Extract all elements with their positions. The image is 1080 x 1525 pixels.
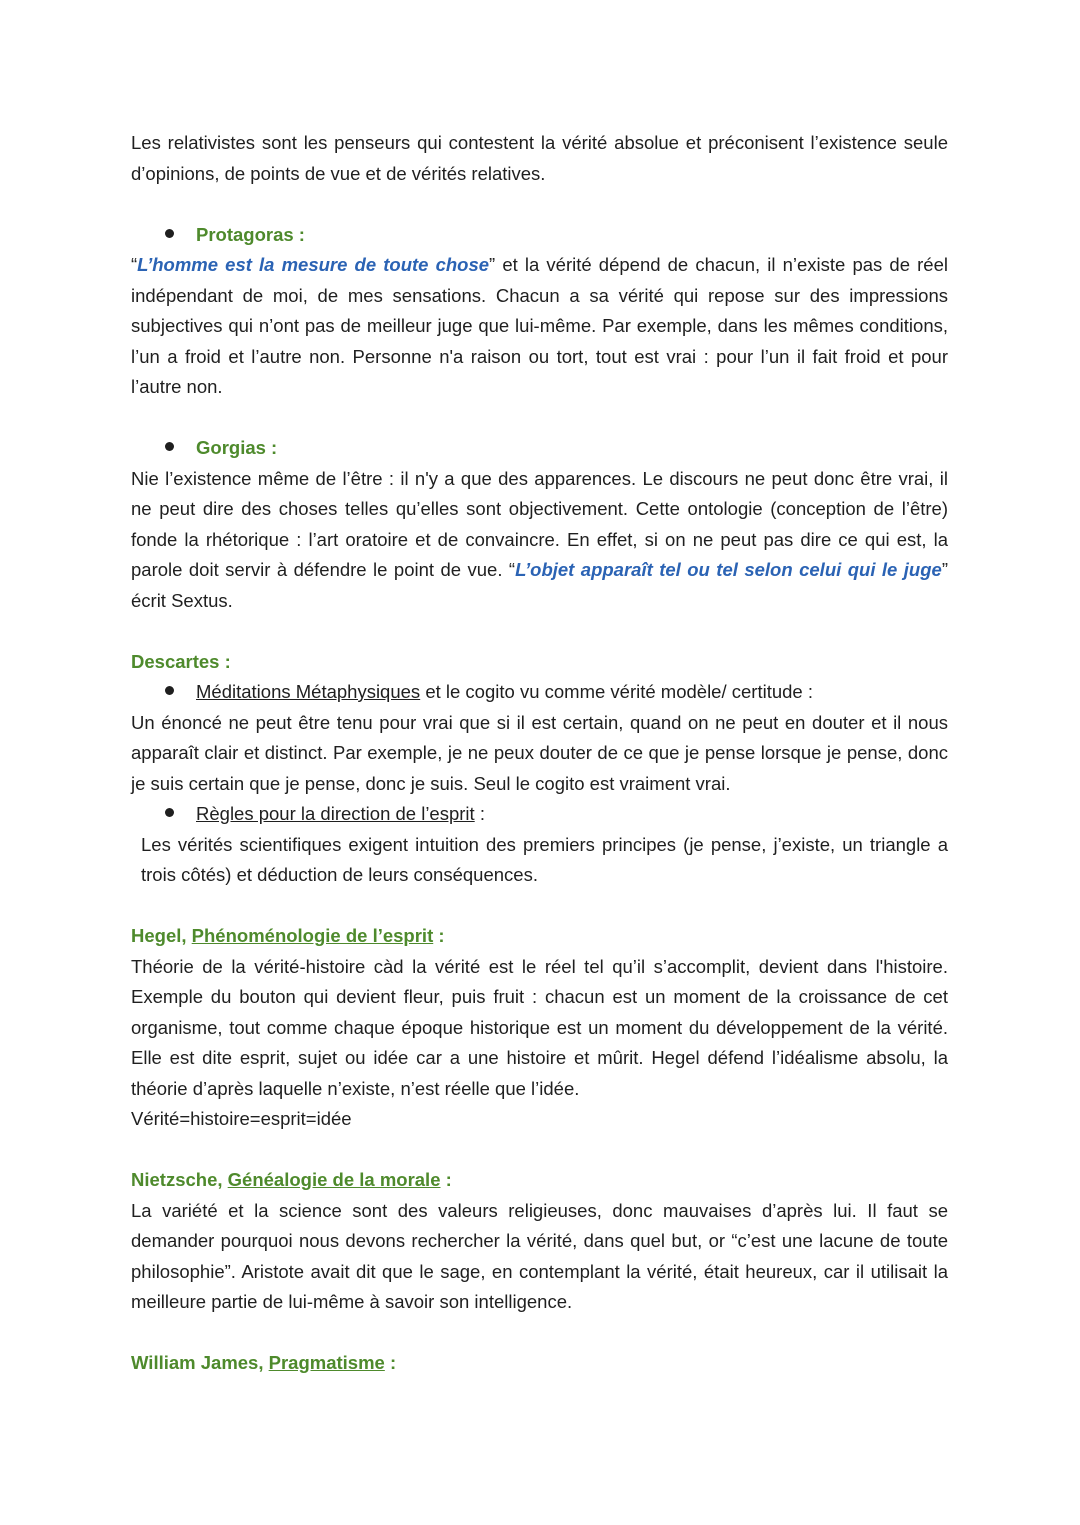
spacer [131, 891, 948, 922]
protagoras-text: ” et la vérité dépend de chacun, il n’existe pas de réel indépendant de moi, de mes sensations. Chacun a sa vérité qui repose sur des impressions subjectives qui n’ont pas de meilleur juge que lui-même. Par exemple, dans les mêmes conditions, l’un a froid et l’autre non. Personne n'a raison ou tort, tout est vrai : pour l’un il fait froid et pour l’autre non. [131, 254, 948, 397]
gorgias-paragraph [131, 464, 948, 617]
protagoras-heading-line [131, 220, 948, 251]
nietzsche-colon: : [440, 1169, 452, 1190]
bullet-icon [165, 686, 174, 695]
james-work: Pragmatisme [268, 1352, 385, 1373]
gorgias-text: Nie l’existence même de l’être : il n'y a que des apparences. Le discours ne peut donc être vrai, il ne peut dire des choses telles qu’elles sont objectivement. Cette ontologie (conception de l’être) fonde la rhétorique : l’art oratoire et de convaincre. En effet, si on ne peut pas dire ce qui est, la parole doit servir à défendre le point de vue. “ [131, 467, 948, 580]
open-quote: “ [131, 254, 138, 275]
hegel-colon: : [433, 925, 445, 946]
protagoras-quote: L’homme est la mesure de toute chose [137, 254, 490, 275]
document-content [131, 128, 948, 1379]
spacer [131, 403, 948, 434]
hegel-heading [131, 921, 948, 952]
spacer [131, 1135, 948, 1166]
descartes-item1-text: Un énoncé ne peut être tenu pour vrai que si il est certain, quand on ne peut en douter et il nous apparaît clair et distinct. Par exemple, je ne peux douter de ce que je pense lorsque je pense, donc je suis certain que je pense, donc je suis. Seul le cogito est vraiment vrai. [131, 711, 948, 794]
nietzsche-work: Généalogie de la morale [227, 1169, 441, 1190]
descartes-item1-line [131, 677, 948, 708]
gorgias-quote: L’objet apparaît tel ou tel selon celui qui le juge [515, 559, 942, 580]
hegel-formula: Vérité=histoire=esprit=idée [131, 1108, 352, 1129]
nietzsche-author: Nietzsche, [131, 1169, 228, 1190]
gorgias-heading-line [131, 433, 948, 464]
hegel-work: Phénoménologie de l’esprit [191, 925, 434, 946]
james-heading [131, 1348, 948, 1379]
hegel-author: Hegel, [131, 925, 192, 946]
descartes-item2-text: Les vérités scientifiques exigent intuition des premiers principes (je pense, j’existe, un triangle a trois côtés) et déduction de leurs conséquences. [141, 833, 948, 885]
bullet-icon [165, 442, 174, 451]
hegel-text: Théorie de la vérité-histoire càd la vérité est le réel tel qu’il s’accomplit, devient dans l'histoire. Exemple du bouton qui devient fleur, puis fruit : chacun est un moment de la croissance de cet organisme, tout comme chaque époque historique est un moment du développement de la vérité. Elle est dite esprit, sujet ou idée car a une histoire et mûrit. Hegel défend l’idéalisme absolu, la théorie d’après laquelle n’existe, n’est réelle que l’idée. [131, 955, 948, 1099]
james-author: William James, [131, 1352, 269, 1373]
spacer [131, 189, 948, 220]
gorgias-text-after: ” écrit Sextus. [131, 559, 948, 611]
gorgias-heading: Gorgias : [196, 437, 278, 458]
bullet-icon [165, 229, 174, 238]
intro-paragraph: Les relativistes sont les penseurs qui contestent la vérité absolue et préconisent l’existence seule d’opinions, de points de vue et de vérités relatives. [131, 132, 948, 184]
descartes-item2-title: Règles pour la direction de l’esprit [196, 803, 475, 824]
descartes-item2-rest: : [474, 803, 485, 824]
bullet-icon [165, 808, 174, 817]
descartes-heading: Descartes : [131, 650, 231, 672]
spacer [131, 1318, 948, 1349]
descartes-item1-title: Méditations Métaphysiques [196, 681, 421, 702]
spacer [131, 616, 948, 647]
protagoras-paragraph [131, 250, 948, 403]
protagoras-heading: Protagoras : [196, 223, 305, 245]
nietzsche-heading [131, 1165, 948, 1196]
descartes-item2-line [131, 799, 948, 830]
james-colon: : [384, 1352, 397, 1373]
nietzsche-text: La variété et la science sont des valeurs religieuses, donc mauvaises d’après lui. Il faut se demander pourquoi nous devons rechercher la vérité, dans quel but, or “c’est une lacune de toute philosophie”. Aristote avait dit que le sage, en contemplant la vérité, était heureux, car il utilisait la meilleure partie de lui-même à savoir son intelligence. [131, 1199, 948, 1312]
descartes-item1-rest: et le cogito vu comme vérité modèle/ certitude : [420, 681, 813, 702]
